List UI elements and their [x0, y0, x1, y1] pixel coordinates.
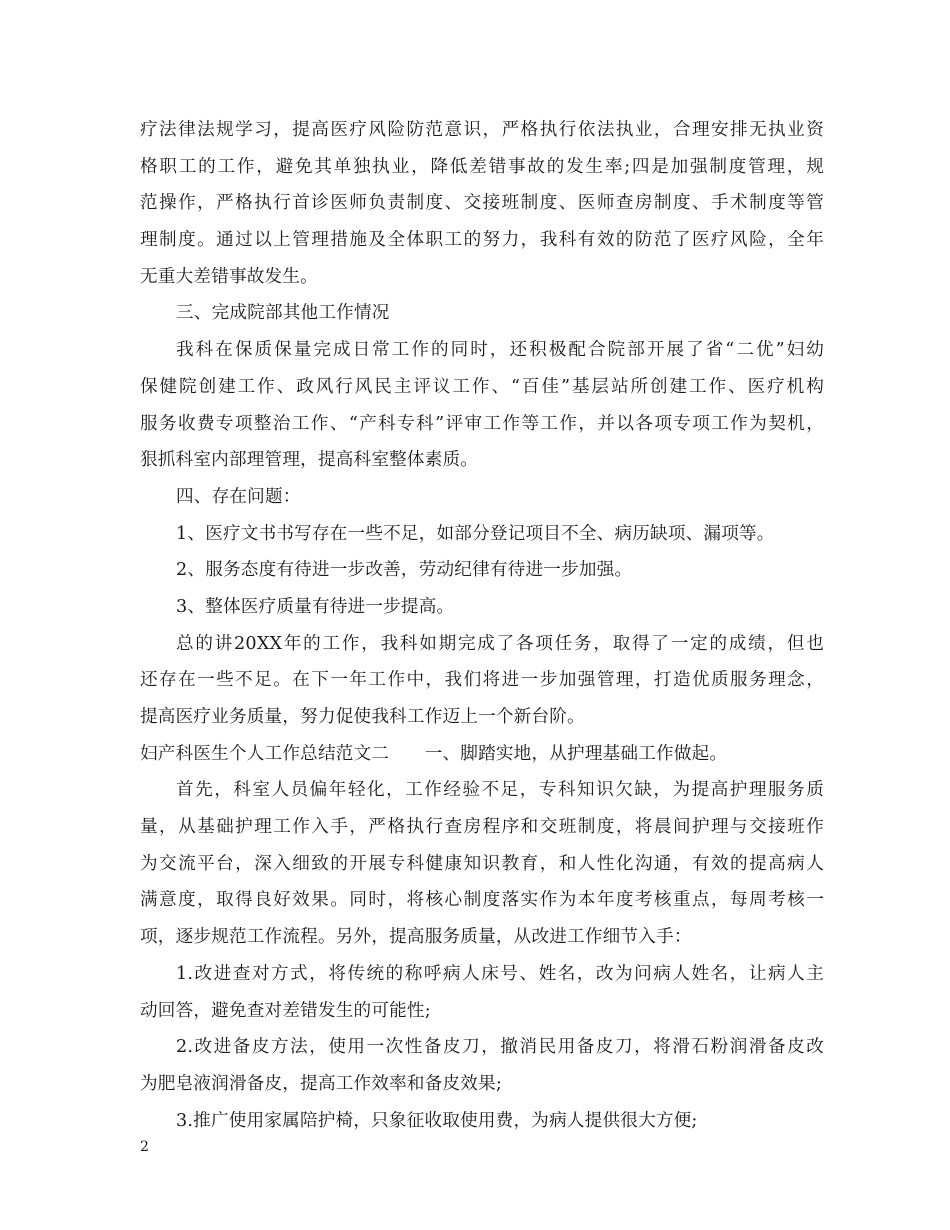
- text-line: 总的讲20XX年的工作，我科如期完成了各项任务，取得了一定的成绩，但也: [176, 633, 824, 654]
- text-line: 无重大差错事故发生。: [140, 266, 318, 287]
- text-line: 2.改进备皮方法，使用一次性备皮刀，撤消民用备皮刀，将滑石粉润滑备皮改: [176, 1037, 824, 1058]
- text-line: 我科在保质保量完成日常工作的同时，还积极配合院部开展了省“二优”妇幼: [176, 340, 824, 361]
- text-line: 动回答，避免查对差错发生的可能性;: [140, 1000, 431, 1021]
- text-line: 为肥皂液润滑备皮，提高工作效率和备皮效果;: [140, 1073, 503, 1094]
- text-line: 服务收费专项整治工作、“产科专科”评审工作等工作，并以各项专项工作为契机，: [140, 413, 824, 434]
- text-line: 1、医疗文书书写存在一些不足，如部分登记项目不全、病历缺项、漏项等。: [176, 523, 775, 544]
- text-line: 为交流平台，深入细致的开展专科健康知识教育，和人性化沟通，有效的提高病人: [140, 853, 824, 874]
- text-line: 1.改进查对方式，将传统的称呼病人床号、姓名，改为问病人姓名，让病人主: [176, 963, 824, 984]
- text-line: 项，逐步规范工作流程。另外，提高服务质量，从改进工作细节入手：: [140, 927, 692, 948]
- text-line: 还存在一些不足。在下一年工作中，我们将进一步加强管理，打造优质服务理念，: [140, 670, 824, 691]
- text-line: 3、整体医疗质量有待进一步提高。: [176, 596, 455, 617]
- text-line: 四、存在问题：: [176, 486, 301, 507]
- body-text: [140, 112, 824, 1139]
- text-line: 首先，科室人员偏年轻化，工作经验不足，专科知识欠缺，为提高护理服务质: [176, 780, 824, 801]
- text-line: 量，从基础护理工作入手，严格执行查房程序和交班制度，将晨间护理与交接班作: [140, 817, 824, 838]
- text-line: 3.推广使用家属陪护椅，只象征收取使用费，为病人提供很大方便;: [176, 1110, 698, 1131]
- text-line: 理制度。通过以上管理措施及全体职工的努力，我科有效的防范了医疗风险，全年: [140, 230, 824, 251]
- text-line: 疗法律法规学习，提高医疗风险防范意识，严格执行依法执业，合理安排无执业资: [140, 120, 824, 140]
- text-line: 妇产科医生个人工作总结范文二 一、脚踏实地，从护理基础工作做起。: [140, 743, 728, 764]
- text-line: 三、完成院部其他工作情况: [176, 303, 390, 324]
- page-number: 2: [140, 1139, 149, 1155]
- text-line: 格职工的工作，避免其单独执业，降低差错事故的发生率;四是加强制度管理，规: [140, 156, 824, 177]
- text-line: 提高医疗业务质量，努力促使我科工作迈上一个新台阶。: [140, 707, 585, 727]
- text-line: 保健院创建工作、政风行风民主评议工作、“百佳”基层站所创建工作、医疗机构: [140, 376, 824, 397]
- text-line: 2、服务态度有待进一步改善，劳动纪律有待进一步加强。: [176, 560, 633, 581]
- text-line: 范操作，严格执行首诊医师负责制度、交接班制度、医师查房制度、手术制度等管: [140, 193, 824, 214]
- text-line: 满意度，取得良好效果。同时，将核心制度落实作为本年度考核重点，每周考核一: [140, 890, 824, 911]
- text-line: 狠抓科室内部理管理，提高科室整体素质。: [140, 450, 479, 471]
